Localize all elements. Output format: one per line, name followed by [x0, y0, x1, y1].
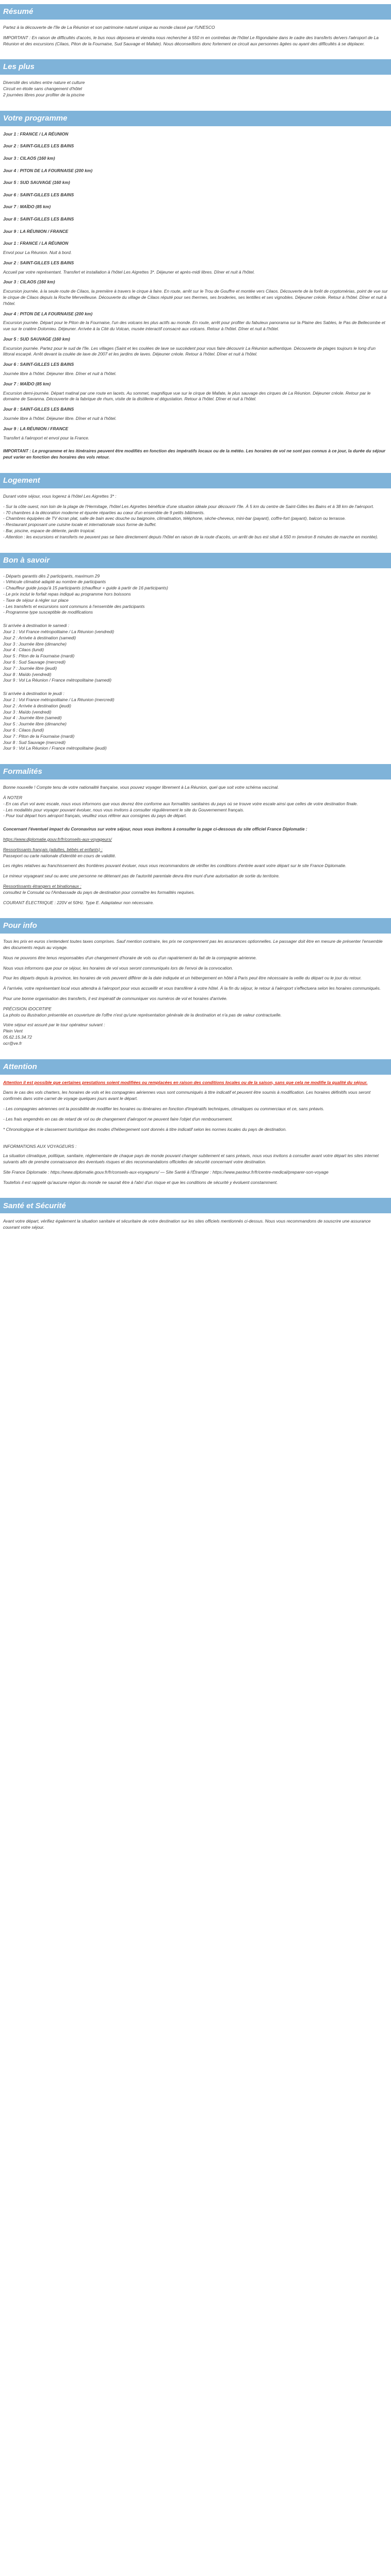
arrival-day: Jour 7 : Journée libre (jeudi)	[3, 665, 57, 671]
day-heading: Jour 8 : SAINT-GILLES LES BAINS	[3, 406, 74, 412]
plus-item: 2 journées libres pour profiter de la piscine	[3, 92, 85, 97]
info-voyageurs-text: La situation climatique, politique, sanitaire, réglementaire de chaque pays de monde pouvant changer subitement et sans préavis, nous vous invitons à consulter avant votre départ les sites internet suivants afin de prendre connaissance des éventuels risques et des recommandations officielles de sécurité concernant votre destination.	[3, 1153, 379, 1165]
day-heading: Jour 6 : SAINT-GILLES LES BAINS	[3, 362, 74, 367]
day-heading: Jour 7 : MAÏDO (85 km)	[3, 381, 51, 386]
section-title: Formalités	[3, 767, 42, 776]
arrival-day: Jour 1 : Vol France métropolitaine / La Réunion (vendredi)	[3, 629, 115, 634]
passport-label: Ressortissants français (adultes, bébés et enfants) :	[3, 846, 103, 852]
arrival-day: Jour 9 : Vol La Réunion / France métropolitaine (jeudi)	[3, 745, 107, 751]
day-text: Journée libre à l'hôtel. Déjeuner libre. Dîner et nuit à l'hôtel.	[3, 416, 117, 421]
info-item: - Départs garantis dès 2 participants, maximum 29	[3, 573, 100, 579]
day-text: Transfert à l'aéroport et envol pour la France.	[3, 435, 90, 440]
concern-label: Concernant l'éventuel impact du Coronavirus sur votre séjour, nous vous invitons à consulter la page ci-dessous du site officiel France Diplomatie :	[3, 826, 307, 832]
programme-summary-day: Jour 1 : FRANCE / LA RÉUNION	[3, 241, 69, 246]
arrival-day: Jour 1 : Vol France métropolitaine / La Réunion (mercredi)	[3, 697, 115, 702]
contact-label: Votre séjour est assuré par le tour opérateur suivant :	[3, 1022, 105, 1028]
foreign-text: consultez le Consulat ou l'Ambassade du pays de destination pour connaître les formalités requises.	[3, 889, 195, 895]
day-text: Excursion journée. Partez pour le sud de l'île. Les villages (Saint et les coulées de lave se succèdent pour vous faire découvrir La Réunion authentique. Découverte de plages toujours le long d'un littoral escarpé. Arrêt devant la coulée de lave de 2007 et les jardins de laves. Déjeuner créole. Retour à l'hôtel. Dîner et nuit à l'hôtel.	[3, 345, 376, 357]
arrival-label: Si arrivée à destination le samedi :	[3, 623, 70, 629]
arrival-day: Jour 3 : Journée libre (dimanche)	[3, 641, 67, 647]
logement-item: - Chambres équipées de TV écran plat, salle de bain avec douche ou baignoire, climatisation, téléphone, sèche-cheveux, mini-bar (payant), coffre-fort (payant), balcon ou terrasse.	[3, 516, 346, 521]
logement-item: - Attention : les excursions et transferts ne peuvent pas se faire directement depuis l'hôtel en raison de la route d'accès, un arrêt de bus est situé à 550 m (environ 8 minutes de marche en montée).	[3, 534, 379, 539]
day-text: Journée libre à l'hôtel. Déjeuner libre. Dîner et nuit à l'hôtel.	[3, 371, 117, 377]
contact-line: 05.62.15.34.72	[3, 1035, 32, 1040]
formalites-intro: Bonne nouvelle ! Compte tenu de votre nationalité française, vous pouvez voyager librement à La Réunion, quel que soit votre schéma vaccinal.	[3, 785, 279, 790]
sante-text: Avant votre départ, vérifiez également la situation sanitaire et sécuritaire de votre destination sur les sites officiels mentionnés ci-dessus. Nous vous recommandons de souscrire une assurance couvrant votre séjour.	[3, 1218, 371, 1230]
arrival-day: Jour 2 : Arrivée à destination (samedi)	[3, 635, 76, 640]
section-header-formalites	[0, 764, 391, 779]
programme-summary-day: Jour 8 : SAINT-GILLES LES BAINS	[3, 216, 74, 222]
arrival-day: Jour 6 : Sud Sauvage (mercredi)	[3, 659, 66, 665]
programme-summary-day: Jour 6 : SAINT-GILLES LES BAINS	[3, 192, 74, 197]
section-title: Logement	[3, 476, 40, 485]
day-heading: Jour 2 : SAINT-GILLES LES BAINS	[3, 260, 74, 265]
section-title: Votre programme	[3, 113, 68, 123]
passport-text: Passeport ou carte nationale d'identité en cours de validité.	[3, 853, 117, 858]
section-header-plus	[0, 59, 391, 75]
info-item: - Programme type susceptible de modifications	[3, 609, 93, 615]
logement-item: - Restaurant proposant une cuisine locale et internationale sous forme de buffet.	[3, 522, 157, 528]
attention-warning: Attention il est possible que certaines prestations soient modifiées ou remplacées en raison des conditions locales ou de la saison, sans que cela ne modifie la qualité du séjour.	[3, 1079, 368, 1085]
contact-email[interactable]: ocr@ve.fr	[3, 1040, 22, 1046]
info-paragraph: Tous les prix en euros s'entendent toutes taxes comprises. Sauf mention contraire, les prix ne comprennent pas les assurances optionnelles. Le passager doit être en mesure de présenter l'ensemble des documents requis au voyage.	[3, 939, 383, 951]
section-title: Pour info	[3, 921, 37, 930]
programme-summary-day: Jour 9 : LA RÉUNION / FRANCE	[3, 228, 69, 234]
day-text: Accueil par votre représentant. Transfert et installation à l'hôtel Les Aigrettes 3*. Déjeuner et après-midi libres. Dîner et nuit à l'hôtel.	[3, 269, 255, 275]
note-item: - Pour tout départ hors aéroport français, veuillez vous référer aux consignes du pays de départ.	[3, 813, 187, 819]
day-heading: Jour 3 : CILAOS (160 km)	[3, 279, 55, 285]
day-text: Envol pour La Réunion. Nuit à bord.	[3, 249, 72, 255]
note-item: - Les modalités pour voyager pouvant évoluer, nous vous invitons à consulter régulièrement le site du Gouvernement français.	[3, 807, 245, 812]
attention-paragraph: * Chronologique et le classement touristique des modes d'hébergement sont donnés à titre indicatif selon les normes locales du pays de destination.	[3, 1126, 287, 1132]
arrival-day: Jour 5 : Journée libre (dimanche)	[3, 721, 67, 727]
arrival-day: Jour 7 : Piton de la Fournaise (mardi)	[3, 733, 75, 739]
formalites-note: Les règles relatives au franchissement des frontières pouvant évoluer, nous vous recommandons de vérifier les conditions d'entrée avant votre départ sur le site France Diplomatie.	[3, 863, 347, 869]
section-header-bon-a-savoir	[0, 553, 391, 568]
arrival-day: Jour 9 : Vol La Réunion / France métropolitaine (samedi)	[3, 677, 112, 683]
day-text: Excursion journée. Départ pour le Piton de la Fournaise, l'un des volcans les plus actifs au monde. En route, arrêt pour profiter du fabuleux panorama sur la Plaine des Sables, le Pas de Bellecombe et vue sur le cratère Dolomieu. Déjeuner. Arrivée à la Cité du Volcan, musée interactif consacré aux volcans. Retour à l'hôtel. Dîner et nuit à l'hôtel.	[3, 320, 385, 332]
plus-item: Circuit en étoile sans changement d'hôtel	[3, 86, 82, 92]
logement-item: - Bar, piscine, espace de détente, jardin tropical.	[3, 528, 95, 534]
section-header-attention	[0, 1059, 391, 1075]
day-heading: Jour 5 : SUD SAUVAGE (160 km)	[3, 336, 70, 342]
contact-line: Plein Vent	[3, 1028, 23, 1034]
info-paragraph: Pour une bonne organisation des transferts, il est impératif de communiquer vos numéros de vol et horaires d'arrivée.	[3, 996, 227, 1002]
formalites-note: Le mineur voyageant seul ou avec une personne ne détenant pas de l'autorité parentale devra être muni d'une autorisation de sortie du territoire.	[3, 873, 280, 879]
day-text: Excursion journée, à la seule route de Cilaos, la première à travers le cirque à faire. En route, arrêt sur le Trou de Gouffre et montée vers Cilaos. Découverte de la forêt de cryptomérias, point de vue sur le cirque de Cilaos depuis la Roche Merveilleuse. Découverte du village de Cilaos réputé pour ses thermes, ses broderies, ses lentilles et ses vignobles. Déjeuner créole. Retour à l'hôtel. Dîner et nuit à l'hôtel.	[3, 289, 388, 306]
logement-intro: Durant votre séjour, vous logerez à l'hôtel Les Aigrettes 3* :	[3, 494, 117, 499]
logement-item: - Sur la côte ouest, non loin de la plage de l'Hermitage, l'hôtel Les Aigrettes bénéficie d'une situation idéale pour découvrir l'île. À 5 km du centre de Saint-Gilles les Bains et à 38 km de l'aéroport.	[3, 503, 374, 509]
logement-item: - 70 chambres à la décoration moderne et épurée réparties au cœur d'un ensemble de 9 petits bâtiments.	[3, 510, 205, 515]
resume-important: IMPORTANT : En raison de difficultés d'accès, le bus nous déposera et viendra nous rechercher à 550 m en contrebas de l'hôtel Le Rigondaine dans le cadre des transferts de/vers l'aéroport de La Réunion et des excursions (Cilaos, Piton de la Fournaise, Sud Sauvage et Mafate). Nous déconseillons donc fortement ce circuit aux personnes âgées ou ayant des difficultés à se déplacer.	[3, 35, 379, 46]
info-item: - Véhicule climatisé adapté au nombre de participants	[3, 579, 106, 585]
diplomatie-link[interactable]: https://www.diplomatie.gouv.fr/fr/conseils-aux-voyageurs/	[3, 836, 112, 842]
foreign-label: Ressortissants étrangers et binationaux :	[3, 883, 82, 889]
arrival-day: Jour 4 : Cilaos (lundi)	[3, 647, 44, 653]
info-paragraph: Nous vous informons que pour ce séjour, les horaires de vol vous seront communiqués lors de l'envoi de la convocation.	[3, 965, 233, 971]
resume-intro: Partez à la découverte de l'île de La Réunion et son patrimoine naturel unique au monde classé par l'UNESCO	[3, 25, 215, 30]
programme-summary-day: Jour 2 : SAINT-GILLES LES BAINS	[3, 143, 74, 149]
arrival-day: Jour 2 : Arrivée à destination (jeudi)	[3, 703, 71, 708]
info-paragraph: Nous ne pouvons être tenus responsables d'un changement d'horaire de vols ou d'un rapatriement du fait de la compagnie aérienne.	[3, 955, 257, 960]
section-header-resume	[0, 4, 391, 20]
precision-label: PRÉCISION IDOCRTIPE	[3, 1006, 52, 1011]
arrival-day: Jour 3 : Maïdo (vendredi)	[3, 709, 52, 715]
section-title: Résumé	[3, 7, 34, 16]
arrival-day: Jour 8 : Sud Sauvage (mercredi)	[3, 739, 66, 745]
electric-info: COURANT ÉLECTRIQUE : 220V et 50Hz. Type E. Adaptateur non nécessaire.	[3, 900, 154, 905]
section-header-programme	[0, 111, 391, 126]
attention-paragraph: - Les frais engendrés en cas de retard de vol ou de changement d'aéroport ne peuvent faire l'objet d'un remboursement.	[3, 1116, 233, 1122]
programme-summary-day: Jour 3 : CILAOS (160 km)	[3, 155, 55, 161]
arrival-day: Jour 5 : Piton de la Fournaise (mardi)	[3, 653, 75, 659]
programme-summary-day: Jour 4 : PITON DE LA FOURNAISE (200 km)	[3, 167, 93, 173]
attention-paragraph: - Les compagnies aériennes ont la possibilité de modifier les horaires ou itinéraires en fonction d'impératifs techniques, climatiques ou commerciaux et ce, sans préavis.	[3, 1106, 324, 1112]
info-item: - Taxe de séjour à régler sur place	[3, 597, 69, 603]
info-paragraph: À l'arrivée, votre représentant local vous attendra à l'aéroport pour vous accueillir et vous transférer à votre hôtel. À la fin du séjour, le retour à l'aéroport s'effectuera selon les horaires communiqués.	[3, 986, 381, 991]
info-paragraph: Pour les départs depuis la province, les horaires de vols peuvent différer de la date indiquée et un hébergement en hôtel à Paris peut être nécessaire la veille du départ ou le jour du retour.	[3, 975, 362, 981]
info-sites: Site France Diplomatie : https://www.diplomatie.gouv.fr/fr/conseils-aux-voyageurs/ — Site Santé à l'Étranger : https://www.pasteur.fr/fr/centre-medical/preparer-son-voyage	[3, 1169, 329, 1175]
day-heading: Jour 9 : LA RÉUNION / FRANCE	[3, 426, 69, 431]
precision-text: La photo ou illustration présentée en couverture de l'offre n'est qu'une représentation générale de la destination et n'a pas de valeur contractuelle.	[3, 1012, 282, 1018]
section-header-logement	[0, 473, 391, 488]
info-item: - Le prix inclut le forfait repas indiqué au programme hors boissons	[3, 591, 131, 597]
arrival-label: Si arrivée à destination le jeudi :	[3, 691, 64, 697]
section-header-sante	[0, 1198, 391, 1213]
day-heading: Jour 4 : PITON DE LA FOURNAISE (200 km)	[3, 311, 93, 316]
arrival-day: Jour 8 : Maïdo (vendredi)	[3, 671, 52, 677]
programme-summary-day: Jour 7 : MAÏDO (85 km)	[3, 204, 51, 210]
info-item: - Les transferts et excursions sont communs à l'ensemble des participants	[3, 603, 145, 609]
day-text: Excursion demi-journée. Départ matinal par une route en lacets. Au sommet, magnifique vue sur le cirque de Mafate, le plus sauvage des cirques de La Réunion. Déjeuner créole. Retour par le domaine de Savanna. Découverte de la fabrique de rhum, visite de la distillerie et dégustation. Retour à l'hôtel. Dîner et nuit à l'hôtel.	[3, 390, 371, 402]
attention-paragraph: Dans le cas des vols charters, les horaires de vols et les compagnies aériennes vous sont communiqués à titre indicatif et peuvent être soumis à modification. Les horaires définitifs vous seront confirmés dans votre carnet de voyage quelques jours avant le départ.	[3, 1090, 371, 1101]
programme-summary-day: Jour 1 : FRANCE / LA RÉUNION	[3, 131, 69, 137]
info-voyageurs-label: INFORMATIONS AUX VOYAGEURS :	[3, 1144, 77, 1149]
section-header-pour-info	[0, 918, 391, 934]
arrival-day: Jour 4 : Journée libre (samedi)	[3, 715, 62, 721]
section-title: Bon à savoir	[3, 555, 50, 565]
note-item: - En cas d'un vol avec escale, nous vous informons que vous devrez être conforme aux formalités sanitaires du pays où se trouve votre escale ainsi que celles de votre destination finale.	[3, 801, 358, 806]
programme-important: IMPORTANT : Le programme et les itinéraires peuvent être modifiés en fonction des impératifs locaux ou de la météo. Les horaires de vol ne sont pas connus à ce jour, la durée du séjour peut varier en fonction des horaires des vols retour.	[3, 448, 386, 460]
programme-summary-day: Jour 5 : SUD SAUVAGE (160 km)	[3, 180, 70, 185]
section-title: Les plus	[3, 62, 35, 72]
section-title: Santé et Sécurité	[3, 1201, 66, 1210]
section-title: Attention	[3, 1062, 37, 1071]
notes-label: À NOTER	[3, 794, 23, 800]
plus-item: Diversité des visites entre nature et culture	[3, 80, 85, 86]
info-item: - Chauffeur guide jusqu'à 15 participants (chauffeur + guide à partir de 16 participants)	[3, 585, 168, 591]
attention-closing: Toutefois il est rappelé qu'aucune région du monde ne saurait être à l'abri d'un risque et que les conditions de sécurité y évoluent constamment.	[3, 1179, 278, 1185]
arrival-day: Jour 6 : Cilaos (lundi)	[3, 727, 44, 733]
